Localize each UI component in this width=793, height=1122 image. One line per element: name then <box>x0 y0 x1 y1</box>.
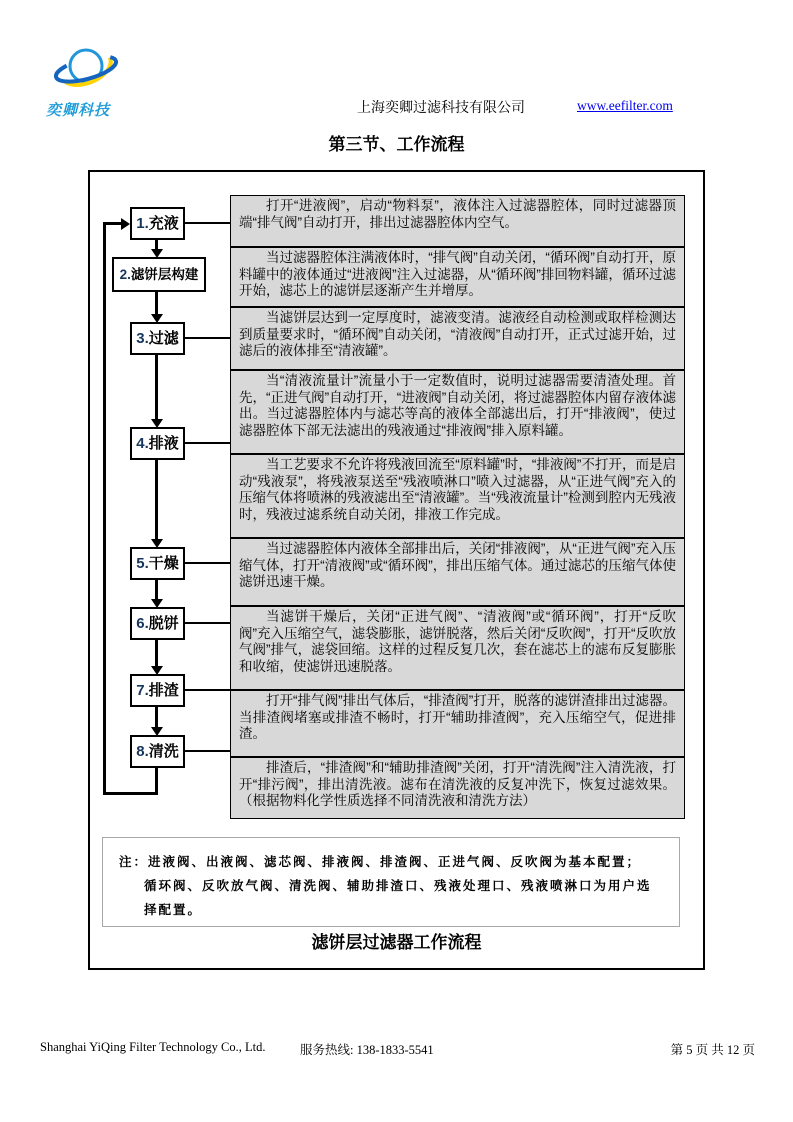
step-label: 排液 <box>148 435 179 452</box>
step-box-cake-release <box>130 607 185 640</box>
flow-arrow <box>155 707 158 727</box>
loop-line <box>155 768 158 795</box>
step-description: 当“清液流量计”流量小于一定数值时，说明过滤器需要清渣处理。首先，“正进气阀”自动打开，“进液阀”自动关闭，将过滤器腔体内留存液体滤出。当过滤器腔体内与滤芯等高的液体全部滤出后，打开“排液阀”，使过滤器腔体下部无法滤出的残液通过“排液阀”排入原料罐。 <box>230 370 685 454</box>
flow-arrow <box>155 292 158 314</box>
loop-line <box>103 792 158 795</box>
note-line-2: 循环阀、反吹放气阀、清洗阀、辅助排渣口、残液处理口、残液喷淋口为用户选择配置。 <box>144 879 652 917</box>
note-box <box>102 837 680 927</box>
arrow-down-icon <box>151 727 163 736</box>
step-label: 清洗 <box>148 743 179 760</box>
arrow-down-icon <box>151 314 163 323</box>
step-description: 当过滤器腔体注满液体时，“排气阀”自动关闭，“循环阀”自动打开，原料罐中的液体通过“进液阀”注入过滤器，从“循环阀”排回物料罐，循环过滤开始，滤芯上的滤饼层逐渐产生并增厚。 <box>230 247 685 307</box>
footer-page-number: 第 5 页 共 12 页 <box>670 1043 755 1057</box>
step-box-clean <box>130 735 185 768</box>
step-number: 1. <box>136 215 149 232</box>
flowchart-frame <box>88 170 705 970</box>
step-description: 排渣后，“排渣阀”和“辅助排渣阀”关闭，打开“清洗阀”注入清洗液，打开“排污阀”，排出清洗液。滤布在清洗液的反复冲洗下，恢复过滤效果。（根据物料化学性质选择不同清洗液和清洗方法） <box>230 757 685 819</box>
flow-arrow <box>155 460 158 539</box>
section-title: 第三节、工作流程 <box>328 135 465 154</box>
step-number: 5. <box>136 555 149 572</box>
connector-line <box>185 442 230 444</box>
globe-icon <box>46 81 124 98</box>
connector-line <box>185 337 230 339</box>
connector-line <box>185 689 230 691</box>
flow-arrow <box>155 240 158 249</box>
loop-line <box>103 222 106 795</box>
step-description: 打开“进液阀”，启动“物料泵”，液体注入过滤器腔体，同时过滤器顶端“排气阀”自动打开，排出过滤器腔体内空气。 <box>230 195 685 247</box>
step-box-filter <box>130 322 185 355</box>
connector-line <box>185 622 230 624</box>
step-label: 干燥 <box>148 555 179 572</box>
step-number: 3. <box>136 330 149 347</box>
step-description: 当工艺要求不允许将残液回流至“原料罐”时，“排液阀”不打开，而是启动“残液泵”，将残液泵送至“残液喷淋口”喷入过滤器，从“正进气阀”充入的压缩气体将喷淋的残液滤出至“清液罐”。当“残液流量计”检测到腔内无残液时，残液过滤系统自动关闭，排液工作完成。 <box>230 454 685 538</box>
connector-line <box>185 562 230 564</box>
step-number: 8. <box>136 743 149 760</box>
step-number: 2. <box>119 267 131 282</box>
step-description: 打开“排气阀”排出气体后，“排渣阀”打开，脱落的滤饼渣排出过滤器。当排渣阀堵塞或排渣不畅时，打开“辅助排渣阀”，充入压缩空气，促进排渣。 <box>230 690 685 757</box>
step-box-dry <box>130 547 185 580</box>
step-box-cake-build <box>112 257 206 292</box>
website-link[interactable]: www.eefilter.com <box>577 98 673 113</box>
step-box-slag-discharge <box>130 674 185 707</box>
note-line-1: 注：进液阀、出液阀、滤芯阀、排液阀、排渣阀、正进气阀、反吹阀为基本配置； <box>119 855 642 869</box>
step-label: 过滤 <box>148 330 179 347</box>
flow-arrow <box>155 580 158 599</box>
flow-arrow <box>155 640 158 666</box>
connector-line <box>185 750 230 752</box>
diagram-caption: 滤饼层过滤器工作流程 <box>311 933 482 952</box>
logo-text: 奕卿科技 <box>46 102 111 119</box>
step-description: 当过滤器腔体内液体全部排出后，关闭“排液阀”，从“正进气阀”充入压缩气体，打开“清液阀”或“循环阀”，排出压缩气体。通过滤芯的压缩气体使滤饼迅速干燥。 <box>230 538 685 606</box>
arrow-down-icon <box>151 599 163 608</box>
company-name: 上海奕卿过滤科技有限公司 <box>357 101 525 116</box>
connector-line <box>185 222 230 224</box>
step-description: 当滤饼干燥后，关闭“正进气阀”、“清液阀”或“循环阀”，打开“反吹阀”充入压缩空气，滤袋膨胀，滤饼脱落，然后关闭“反吹阀”，打开“反吹放气阀”排气，滤袋回缩。这样的过程反复几次，套在滤芯上的滤布反复膨胀和收缩，使滤饼迅速脱落。 <box>230 606 685 690</box>
arrow-down-icon <box>151 666 163 675</box>
arrow-down-icon <box>151 419 163 428</box>
flow-arrow <box>155 355 158 419</box>
step-number: 4. <box>136 435 149 452</box>
step-number: 7. <box>136 682 149 699</box>
arrow-down-icon <box>151 539 163 548</box>
company-logo <box>46 42 166 120</box>
arrow-down-icon <box>151 249 163 258</box>
step-label: 排渣 <box>148 682 179 699</box>
step-label: 滤饼层构建 <box>130 267 199 282</box>
footer-company-en: Shanghai YiQing Filter Technology Co., Ltd. <box>40 1040 266 1054</box>
loop-line <box>103 222 122 225</box>
step-box-fill <box>130 207 185 240</box>
step-description: 当滤饼层达到一定厚度时，滤液变清。滤液经自动检测或取样检测达到质量要求时，“循环阀”自动关闭，“清液阀”自动打开，正式过滤开始，过滤后的液体排至“清液罐”。 <box>230 307 685 370</box>
step-label: 脱饼 <box>148 615 179 632</box>
arrow-right-icon <box>121 218 130 230</box>
footer-hotline: 服务热线: 138-1833-5541 <box>300 1043 434 1057</box>
step-box-drain <box>130 427 185 460</box>
step-number: 6. <box>136 615 149 632</box>
step-label: 充液 <box>148 215 179 232</box>
